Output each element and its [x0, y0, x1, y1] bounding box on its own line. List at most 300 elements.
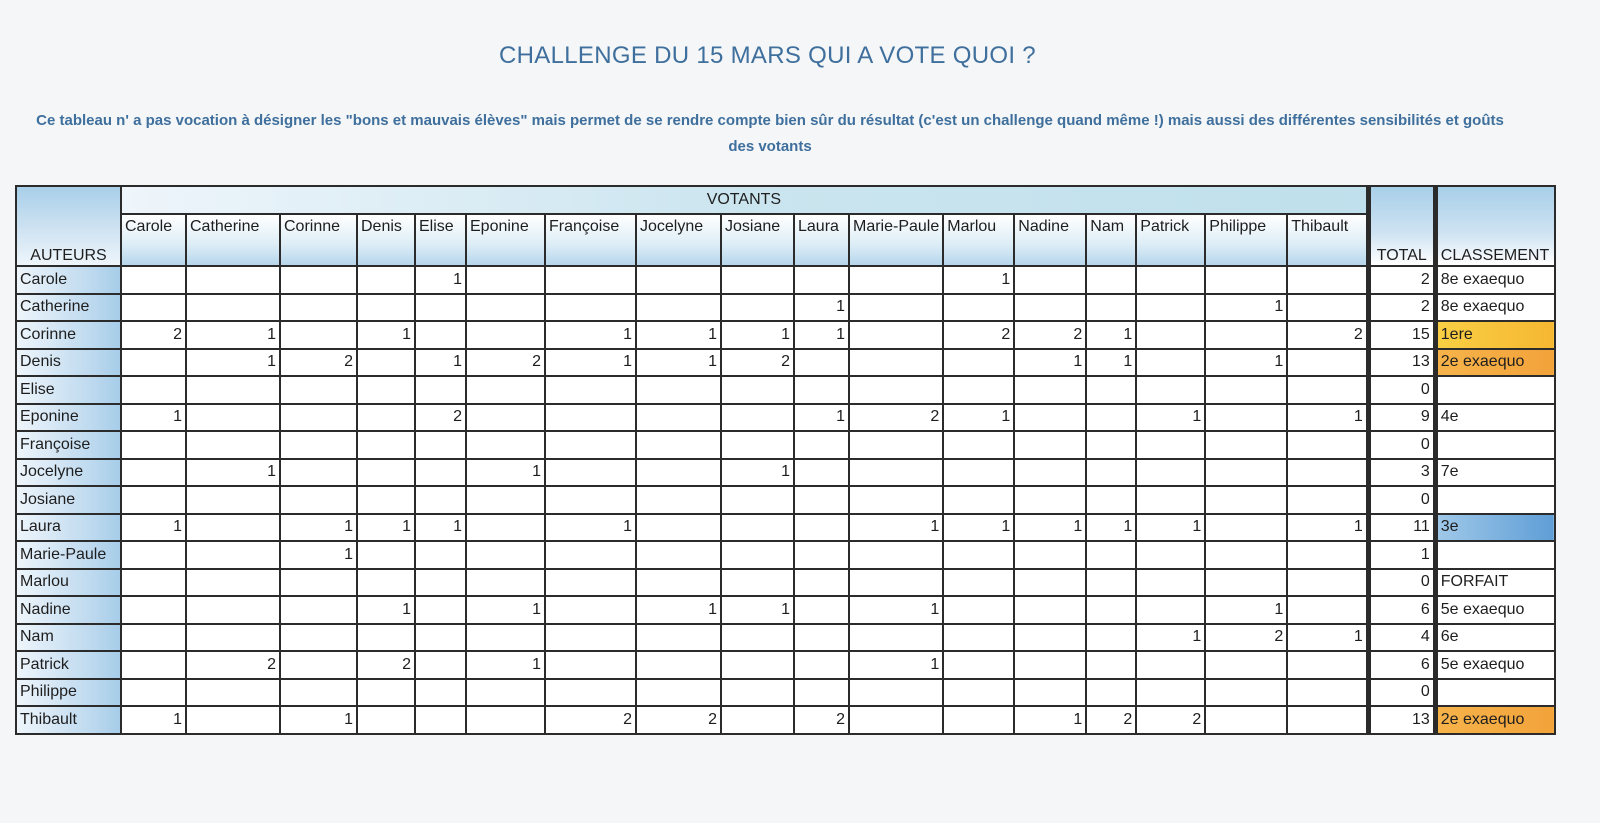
vote-cell: 1 [1136, 404, 1205, 432]
vote-cell [1136, 266, 1205, 294]
vote-cell [415, 651, 466, 679]
vote-cell: 1 [415, 349, 466, 377]
vote-cell: 1 [636, 349, 721, 377]
vote-cell [186, 679, 280, 707]
total-cell: 4 [1368, 624, 1435, 652]
ranking-cell [1435, 376, 1555, 404]
vote-cell: 2 [1205, 624, 1287, 652]
vote-cell: 1 [943, 404, 1014, 432]
vote-cell: 1 [545, 349, 636, 377]
vote-cell [1205, 486, 1287, 514]
vote-cell [545, 431, 636, 459]
vote-cell: 1 [1136, 624, 1205, 652]
vote-cell [357, 624, 415, 652]
vote-cell [186, 514, 280, 542]
vote-cell [357, 706, 415, 734]
vote-cell [357, 294, 415, 322]
vote-cell [636, 431, 721, 459]
vote-cell [280, 376, 357, 404]
vote-cell [849, 294, 943, 322]
vote-cell: 2 [121, 321, 186, 349]
vote-cell [1086, 679, 1136, 707]
vote-cell: 1 [1287, 624, 1368, 652]
vote-cell: 1 [466, 596, 545, 624]
vote-cell: 1 [849, 651, 943, 679]
total-cell: 0 [1368, 569, 1435, 597]
vote-cell [1205, 651, 1287, 679]
vote-cell: 1 [1014, 349, 1086, 377]
author-name: Elise [16, 376, 121, 404]
vote-cell: 1 [121, 706, 186, 734]
vote-cell [1205, 459, 1287, 487]
vote-cell [466, 404, 545, 432]
vote-cell: 2 [943, 321, 1014, 349]
vote-cell: 1 [849, 514, 943, 542]
vote-cell [545, 679, 636, 707]
table-row [16, 486, 1555, 514]
vote-cell: 1 [1014, 706, 1086, 734]
ranking-column-header: CLASSEMENT [1435, 186, 1555, 266]
table-row [16, 431, 1555, 459]
table-row [16, 541, 1555, 569]
vote-cell [121, 431, 186, 459]
vote-cell: 1 [794, 294, 849, 322]
vote-cell: 1 [121, 514, 186, 542]
vote-cell [636, 486, 721, 514]
vote-cell [1086, 624, 1136, 652]
vote-cell [415, 624, 466, 652]
table-row [16, 294, 1555, 322]
vote-cell [186, 404, 280, 432]
vote-cell [721, 541, 794, 569]
voter-header-0: Carole [121, 214, 186, 266]
vote-cell [1086, 459, 1136, 487]
vote-cell: 1 [1014, 514, 1086, 542]
vote-cell: 1 [280, 514, 357, 542]
vote-cell [636, 459, 721, 487]
vote-cell [849, 486, 943, 514]
vote-cell [1287, 294, 1368, 322]
table-row [16, 266, 1555, 294]
vote-cell [545, 376, 636, 404]
vote-cell: 1 [186, 321, 280, 349]
vote-cell [1136, 541, 1205, 569]
total-cell: 1 [1368, 541, 1435, 569]
ranking-cell: 5e exaequo [1435, 651, 1555, 679]
vote-cell [1136, 376, 1205, 404]
vote-cell: 1 [943, 266, 1014, 294]
vote-cell [943, 569, 1014, 597]
vote-cell [721, 294, 794, 322]
vote-cell [1086, 294, 1136, 322]
table-row [16, 514, 1555, 542]
vote-cell [1014, 431, 1086, 459]
vote-cell [1205, 569, 1287, 597]
vote-cell [186, 624, 280, 652]
vote-cell [280, 651, 357, 679]
vote-cell [1086, 541, 1136, 569]
vote-cell: 1 [357, 596, 415, 624]
vote-cell [1136, 596, 1205, 624]
vote-cell [1287, 376, 1368, 404]
vote-cell [1205, 679, 1287, 707]
ranking-cell: 8e exaequo [1435, 266, 1555, 294]
vote-cell [280, 596, 357, 624]
vote-cell [943, 706, 1014, 734]
total-cell: 13 [1368, 706, 1435, 734]
vote-cell [1136, 569, 1205, 597]
vote-cell: 2 [636, 706, 721, 734]
vote-cell [849, 349, 943, 377]
vote-cell [121, 569, 186, 597]
vote-cell [794, 651, 849, 679]
vote-cell: 1 [849, 596, 943, 624]
vote-cell [415, 321, 466, 349]
vote-cell [545, 596, 636, 624]
vote-cell: 1 [943, 514, 1014, 542]
ranking-cell: 6e [1435, 624, 1555, 652]
vote-cell: 1 [545, 514, 636, 542]
vote-cell [636, 624, 721, 652]
voter-header-9: Laura [794, 214, 849, 266]
vote-cell [545, 266, 636, 294]
vote-cell [280, 459, 357, 487]
vote-cell: 1 [1086, 349, 1136, 377]
vote-cell: 2 [1136, 706, 1205, 734]
vote-cell [545, 541, 636, 569]
vote-cell [721, 679, 794, 707]
vote-cell [1287, 569, 1368, 597]
vote-cell [415, 706, 466, 734]
total-cell: 0 [1368, 376, 1435, 404]
vote-cell [1014, 651, 1086, 679]
vote-cell: 1 [280, 541, 357, 569]
author-name: Denis [16, 349, 121, 377]
vote-cell [121, 376, 186, 404]
vote-cell [943, 624, 1014, 652]
votes-table [15, 185, 1556, 735]
vote-cell [1205, 541, 1287, 569]
author-name: Thibault [16, 706, 121, 734]
vote-cell: 1 [636, 596, 721, 624]
vote-cell [280, 486, 357, 514]
author-name: Marie-Paule [16, 541, 121, 569]
vote-cell [1086, 486, 1136, 514]
vote-cell [186, 596, 280, 624]
vote-cell: 1 [1086, 514, 1136, 542]
vote-cell [636, 376, 721, 404]
vote-cell [1014, 266, 1086, 294]
vote-cell [1014, 486, 1086, 514]
total-cell: 6 [1368, 596, 1435, 624]
ranking-cell [1435, 431, 1555, 459]
vote-cell [186, 294, 280, 322]
vote-cell: 1 [121, 404, 186, 432]
vote-cell: 1 [1205, 596, 1287, 624]
vote-cell [721, 624, 794, 652]
vote-cell [721, 431, 794, 459]
vote-cell [280, 569, 357, 597]
vote-cell [357, 486, 415, 514]
vote-cell: 2 [357, 651, 415, 679]
vote-cell: 2 [186, 651, 280, 679]
author-name: Patrick [16, 651, 121, 679]
table-row [16, 321, 1555, 349]
vote-cell [849, 541, 943, 569]
vote-cell [721, 486, 794, 514]
vote-cell [545, 404, 636, 432]
vote-cell [121, 486, 186, 514]
vote-cell: 2 [545, 706, 636, 734]
voter-header-8: Josiane [721, 214, 794, 266]
vote-cell [466, 266, 545, 294]
ranking-cell [1435, 486, 1555, 514]
author-name: Catherine [16, 294, 121, 322]
voter-header-6: Françoise [545, 214, 636, 266]
voter-header-1: Catherine [186, 214, 280, 266]
vote-cell [721, 376, 794, 404]
vote-cell [636, 404, 721, 432]
vote-cell [1205, 266, 1287, 294]
votes-table-body [16, 266, 1555, 734]
ranking-cell: FORFAIT [1435, 569, 1555, 597]
vote-cell [1086, 651, 1136, 679]
total-cell: 2 [1368, 266, 1435, 294]
vote-cell [1205, 431, 1287, 459]
vote-cell [1086, 431, 1136, 459]
total-cell: 6 [1368, 651, 1435, 679]
vote-cell [280, 321, 357, 349]
vote-cell [415, 294, 466, 322]
vote-cell [794, 569, 849, 597]
ranking-cell: 4e [1435, 404, 1555, 432]
vote-cell [357, 266, 415, 294]
vote-cell [794, 376, 849, 404]
vote-cell [1014, 679, 1086, 707]
vote-cell [943, 376, 1014, 404]
vote-cell [121, 679, 186, 707]
vote-cell [1136, 431, 1205, 459]
vote-cell: 2 [794, 706, 849, 734]
vote-cell [849, 679, 943, 707]
page-subtitle: Ce tableau n' a pas vocation à désigner les "bons et mauvais élèves" mais permet de se rendre compte bien sûr du résultat (c'est un challenge quand même !) mais aussi des différentes sensibilités et goûts des votants [36, 112, 1504, 155]
vote-cell: 2 [1086, 706, 1136, 734]
vote-cell [121, 596, 186, 624]
vote-cell [1287, 431, 1368, 459]
vote-cell [721, 404, 794, 432]
vote-cell [357, 679, 415, 707]
vote-cell [357, 541, 415, 569]
vote-cell [794, 431, 849, 459]
vote-cell [1287, 651, 1368, 679]
vote-cell [943, 294, 1014, 322]
vote-cell [943, 459, 1014, 487]
ranking-cell: 2e exaequo [1435, 706, 1555, 734]
vote-cell: 1 [794, 321, 849, 349]
vote-cell: 2 [1014, 321, 1086, 349]
vote-cell [1086, 376, 1136, 404]
vote-cell [1086, 569, 1136, 597]
vote-cell [1086, 266, 1136, 294]
vote-cell [636, 514, 721, 542]
vote-cell [1205, 321, 1287, 349]
vote-cell [721, 651, 794, 679]
vote-cell [186, 266, 280, 294]
vote-cell [466, 376, 545, 404]
vote-cell [943, 349, 1014, 377]
vote-cell [545, 569, 636, 597]
voters-group-header: VOTANTS [121, 186, 1368, 214]
vote-cell [1014, 376, 1086, 404]
vote-cell [721, 266, 794, 294]
vote-cell [943, 596, 1014, 624]
vote-cell [545, 486, 636, 514]
vote-cell [636, 679, 721, 707]
vote-cell [943, 651, 1014, 679]
vote-cell [121, 624, 186, 652]
vote-cell [794, 624, 849, 652]
voter-header-11: Marlou [943, 214, 1014, 266]
vote-cell [280, 266, 357, 294]
vote-cell [466, 541, 545, 569]
author-name: Eponine [16, 404, 121, 432]
voter-header-16: Thibault [1287, 214, 1368, 266]
vote-cell [1136, 651, 1205, 679]
vote-cell [415, 541, 466, 569]
vote-cell: 1 [466, 651, 545, 679]
vote-cell [280, 431, 357, 459]
vote-cell [1287, 596, 1368, 624]
vote-cell: 2 [466, 349, 545, 377]
vote-cell [721, 514, 794, 542]
voter-header-14: Patrick [1136, 214, 1205, 266]
author-name: Nam [16, 624, 121, 652]
table-row [16, 651, 1555, 679]
voter-header-2: Corinne [280, 214, 357, 266]
total-cell: 2 [1368, 294, 1435, 322]
vote-cell [357, 376, 415, 404]
vote-cell [121, 349, 186, 377]
total-cell: 3 [1368, 459, 1435, 487]
vote-cell: 1 [186, 349, 280, 377]
vote-cell: 1 [1205, 349, 1287, 377]
ranking-cell: 1ere [1435, 321, 1555, 349]
vote-cell [1014, 541, 1086, 569]
vote-cell [415, 431, 466, 459]
author-name: Nadine [16, 596, 121, 624]
vote-cell [1136, 486, 1205, 514]
vote-cell [1287, 541, 1368, 569]
vote-cell [721, 706, 794, 734]
vote-cell [280, 679, 357, 707]
vote-cell [357, 404, 415, 432]
vote-cell: 1 [1086, 321, 1136, 349]
vote-cell [721, 569, 794, 597]
vote-cell: 1 [1136, 514, 1205, 542]
ranking-cell: 5e exaequo [1435, 596, 1555, 624]
vote-cell [186, 486, 280, 514]
vote-cell [636, 569, 721, 597]
vote-cell [1014, 294, 1086, 322]
ranking-cell [1435, 541, 1555, 569]
vote-cell: 1 [280, 706, 357, 734]
ranking-cell: 7e [1435, 459, 1555, 487]
vote-cell [280, 294, 357, 322]
voter-header-7: Jocelyne [636, 214, 721, 266]
vote-cell [545, 459, 636, 487]
table-row [16, 624, 1555, 652]
vote-cell [1014, 624, 1086, 652]
author-name: Laura [16, 514, 121, 542]
vote-cell: 2 [415, 404, 466, 432]
vote-cell [1014, 569, 1086, 597]
table-row [16, 376, 1555, 404]
vote-cell [943, 486, 1014, 514]
vote-cell: 1 [415, 266, 466, 294]
vote-cell [415, 596, 466, 624]
vote-cell: 1 [1287, 514, 1368, 542]
vote-cell [186, 431, 280, 459]
vote-cell: 1 [1287, 404, 1368, 432]
vote-cell [415, 569, 466, 597]
vote-cell: 1 [721, 321, 794, 349]
voter-header-12: Nadine [1014, 214, 1086, 266]
author-name: Corinne [16, 321, 121, 349]
vote-cell [943, 679, 1014, 707]
vote-cell: 1 [186, 459, 280, 487]
vote-cell [415, 459, 466, 487]
voter-header-3: Denis [357, 214, 415, 266]
vote-cell [357, 459, 415, 487]
vote-cell: 2 [721, 349, 794, 377]
vote-cell [794, 486, 849, 514]
vote-cell [466, 514, 545, 542]
table-row [16, 596, 1555, 624]
total-cell: 0 [1368, 679, 1435, 707]
total-cell: 11 [1368, 514, 1435, 542]
vote-cell [415, 376, 466, 404]
vote-cell [415, 679, 466, 707]
author-name: Philippe [16, 679, 121, 707]
vote-cell [849, 624, 943, 652]
total-cell: 9 [1368, 404, 1435, 432]
vote-cell: 1 [794, 404, 849, 432]
voter-header-10: Marie-Paule [849, 214, 943, 266]
voter-header-4: Elise [415, 214, 466, 266]
vote-cell [794, 679, 849, 707]
vote-cell [1136, 321, 1205, 349]
vote-cell [1136, 294, 1205, 322]
vote-cell [794, 596, 849, 624]
page-title: CHALLENGE DU 15 MARS QUI A VOTE QUOI ? [499, 42, 1036, 69]
vote-cell [1287, 266, 1368, 294]
table-row [16, 679, 1555, 707]
vote-cell: 1 [636, 321, 721, 349]
total-cell: 15 [1368, 321, 1435, 349]
vote-cell [1205, 376, 1287, 404]
total-cell: 13 [1368, 349, 1435, 377]
vote-cell [943, 431, 1014, 459]
vote-cell [849, 321, 943, 349]
vote-cell [636, 294, 721, 322]
vote-cell [186, 569, 280, 597]
vote-cell [1136, 679, 1205, 707]
voter-header-5: Eponine [466, 214, 545, 266]
vote-cell [1205, 706, 1287, 734]
vote-cell [1287, 486, 1368, 514]
vote-cell [121, 459, 186, 487]
vote-cell [466, 294, 545, 322]
